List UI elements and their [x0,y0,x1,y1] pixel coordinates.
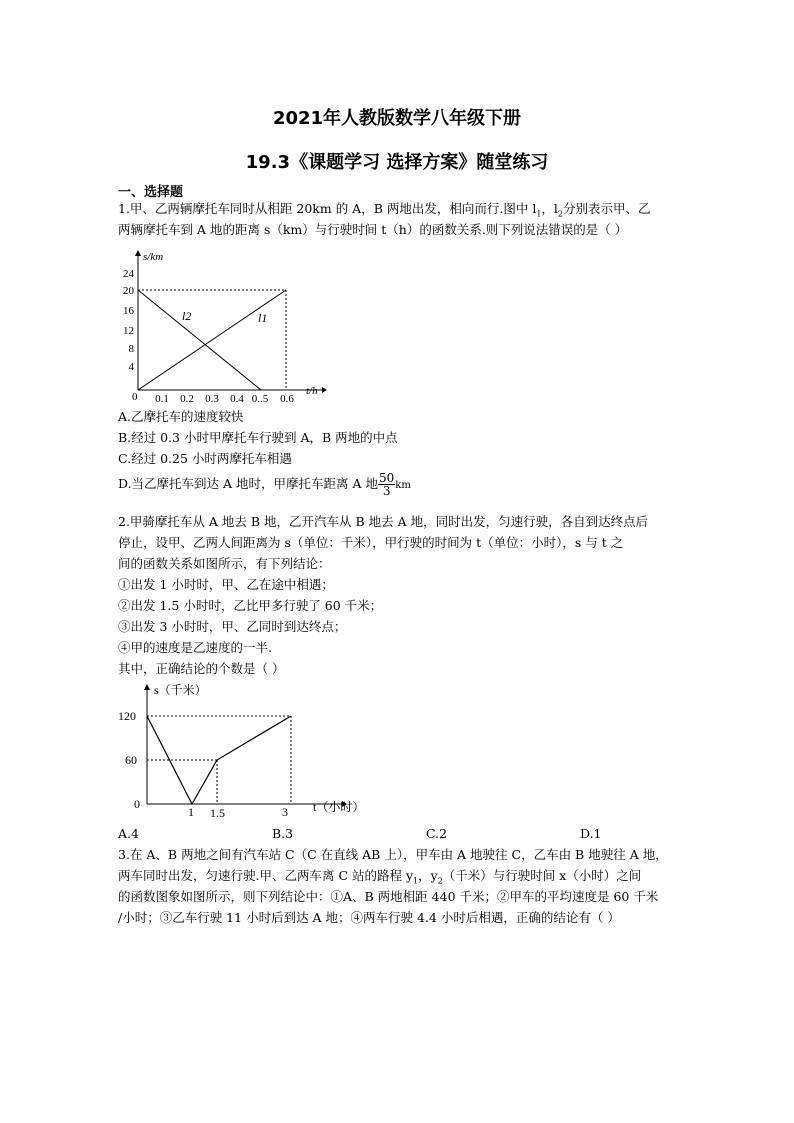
q1-option-a: A.乙摩托车的速度较快 [118,409,244,424]
q2-x-label: t（小时） [313,800,365,814]
q2-stem-line2: 停止，设甲、乙两人间距离为 s（单位：千米），甲行驶的时间为 t（单位：小时），s 与 t 之 [118,535,624,550]
section-heading: 一、选择题 [118,185,184,200]
q2-origin: 0 [134,797,140,811]
q1-xtick-0.3: 0.3 [205,393,219,404]
q2-option-c: C.2 [426,826,448,841]
q1-x-arrow [322,387,327,393]
q1-chart [110,244,330,404]
q2-y-arrow [144,684,150,690]
q1-xtick-0.5: 0..5 [251,393,269,404]
q2-option-b: B.3 [272,826,294,841]
q1-ytick-16: 16 [123,305,134,317]
q2-chart [110,680,370,822]
q2-xtick-3: 3 [282,805,288,819]
q1-xtick-0.2: 0.2 [180,393,194,404]
q1-option-d-fraction: $\frac{50}{3}$ [379,471,395,498]
q1-option-c: C.经过 0.25 小时两摩托车相遇 [118,451,292,466]
q1-ytick-24: 24 [123,268,134,280]
q1-ytick-20: 20 [123,285,134,297]
q2-stem-line1: 2.甲骑摩托车从 A 地去 B 地，乙开汽车从 B 地去 A 地，同时出发，匀速行驶，各自到达终点后 [118,514,649,529]
q1-line-l1 [138,290,286,390]
q2-y-label: s（千米） [154,683,207,697]
q1-xtick-0.6: 0.6 [280,393,294,404]
q1-option-d: D.当乙摩托车到达 A 地时，甲摩托车距离 A 地 $\frac{50}{3}$ km [118,471,411,498]
q2-xtick-1.5: 1.5 [210,806,225,820]
page-title: 2021年人教版数学八年级下册 [272,108,522,129]
q1-stem-line1: 1.甲、乙两辆摩托车同时从相距 20km 的 A，B 两地出发，相向而行.图中 $l_1$，$l_2$分别表示甲、乙 [118,201,651,219]
q2-xtick-1: 1 [188,805,194,819]
q2-stem-line3: 间的函数关系如图所示，有下列结论： [118,556,331,571]
q2-conclusion-1: ①出发 1 小时时，甲、乙在途中相遇； [118,577,334,592]
q1-xtick-0.1: 0.1 [155,393,169,404]
q3-stem-line1: 3.在 A、B 两地之间有汽车站 C（C 在直线 AB 上），甲车由 A 地驶往 C，乙车由 B 地驶往 A 地， [118,847,668,862]
q1-option-b: B.经过 0.3 小时甲摩托车行驶到 A，B 两地的中点 [118,430,398,445]
q1-y-arrow [135,250,141,256]
q1-xtick-0.4: 0.4 [230,393,244,404]
q3-stem-line2: 两车同时出发，匀速行驶.甲、乙两车离 C 站的路程 $y_1$，$y_2$（千米）与行驶时间 x（小时）之间 [118,868,642,886]
q3-stem-line3: 的函数图象如图所示，则下列结论中：①A、B 两地相距 440 千米；②甲车的平均速度是 60 千米 [118,889,659,904]
q2-ytick-60: 60 [125,753,137,767]
q3-stem-line4: /小时；③乙车行驶 11 小时后到达 A 地；④两车行驶 4.4 小时后相遇，正确的结论有（ ） [118,910,620,925]
page-subtitle: 19.3《课题学习 选择方案》随堂练习 [245,152,549,173]
q2-option-d: D.1 [580,826,602,841]
q2-question: 其中，正确结论的个数是（ ） [118,661,285,676]
q1-label-l2: l2 [182,309,192,323]
q1-ytick-4: 4 [128,361,134,373]
q2-option-a: A.4 [118,826,139,841]
q1-origin: 0 [132,391,138,403]
q1-y-label: s/km [143,251,164,263]
q2-conclusion-3: ③出发 3 小时时，甲、乙同时到达终点； [118,619,347,634]
q1-x-label: t/h [306,385,318,397]
q1-line-l2 [138,290,261,390]
q1-label-l1: l1 [258,311,268,325]
q1-ytick-8: 8 [128,343,134,355]
q1-stem-line2: 两辆摩托车到 A 地的距离 s（km）与行驶时间 t（h）的函数关系.则下列说法错误的是（ ） [118,222,628,237]
q1-ytick-12: 12 [123,325,134,337]
q2-conclusion-2: ②出发 1.5 小时时，乙比甲多行驶了 60 千米； [118,598,383,613]
q2-ytick-120: 120 [118,709,136,723]
q2-conclusion-4: ④甲的速度是乙速度的一半. [118,640,272,655]
